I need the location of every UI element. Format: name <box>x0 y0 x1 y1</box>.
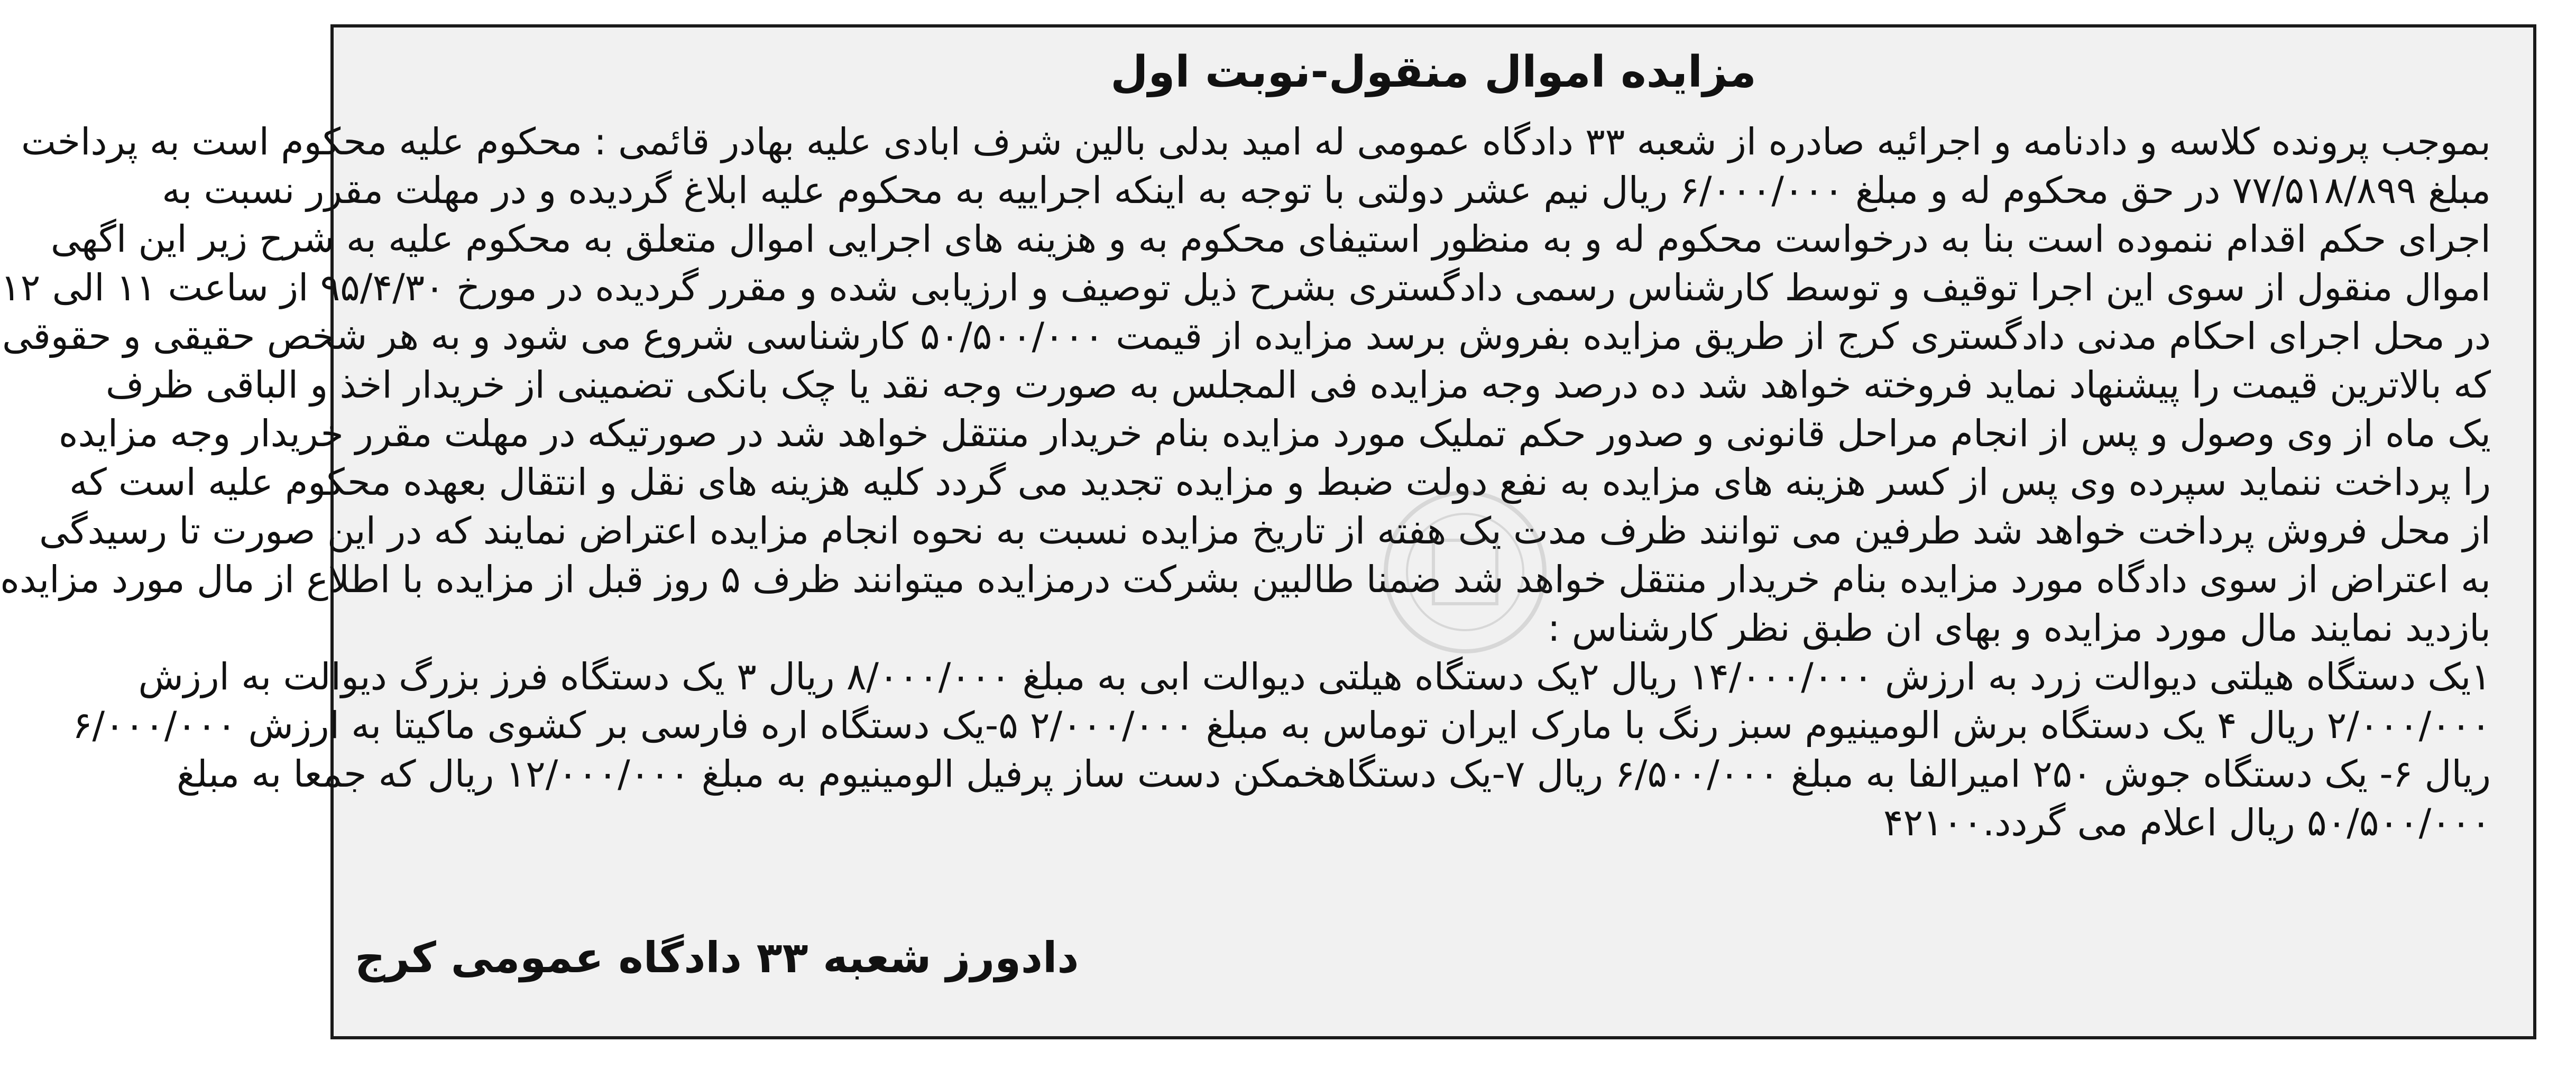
notice-line: ۲/۰۰۰/۰۰۰ ریال ۴ یک دستگاه برش الومینیوم سبز رنگ با مارک ایران توماس به مبلغ ۲/۰۰۰/۰۰۰ ۵-یک دستگاه اره فارسی بر کشوی ماکیتا به ارزش ۶/۰۰۰/۰۰۰ <box>72 704 2491 747</box>
notice-line: اجرای حکم اقدام ننموده است بنا به درخواست محکوم له و به منظور استیفای محکوم به و هزینه های اجرایی اموال متعلق به محکوم علیه به شرح زیر این اگهی <box>50 217 2491 261</box>
notice-line: ۱یک دستگاه هیلتی دیوالت زرد به ارزش ۱۴/۰۰۰/۰۰۰ ریال ۲یک دستگاه هیلتی دیوالت ابی به مبلغ ۸/۰۰۰/۰۰۰ ریال ۳ یک دستگاه فرز بزرگ دیوالت به ارزش <box>138 655 2491 698</box>
notice-line: بموجب پرونده کلاسه و دادنامه و اجرائیه صادره از شعبه ۳۳ دادگاه عمومی له امید بدلی بالین شرف ابادی علیه بهادر قائمی : محکوم علیه محکوم است به پرداخت <box>21 120 2491 163</box>
notice-line: که بالاترین قیمت را پیشنهاد نماید فروخته خواهد شد ده درصد وجه مزایده فی المجلس به صورت وجه نقد یا چک بانکی تضمینی از خریدار اخذ و الباقی ظرف <box>105 363 2491 407</box>
notice-title: مزایده اموال منقول-نوبت اول <box>1110 47 1756 97</box>
notice-line: یک ماه از وی وصول و پس از انجام مراحل قانونی و صدور حکم تملیک مورد مزایده بنام خریدار منتقل خواهد شد در صورتیکه در مهلت مقرر خریدار وجه مزایده <box>58 412 2491 455</box>
notice-line: در محل اجرای احکام مدنی دادگستری کرج از طریق مزایده بفروش برسد مزایده از قیمت ۵۰/۵۰۰/۰۰۰ کارشناسی شروع می شود و به هر شخص حقیقی و حقوقی <box>2 315 2491 358</box>
notice-line: را پرداخت ننماید سپرده وی پس از کسر هزینه های مزایده به نفع دولت ضبط و مزایده تجدید می گردد کلیه هزینه های نقل و انتقال بعهده محکوم علیه است که <box>69 460 2491 504</box>
notice-line: از محل فروش پرداخت خواهد شد طرفین می توانند ظرف مدت یک هفته از تاریخ مزایده نسبت به نحوه انجام مزایده اعتراض نمایند که در این صورت تا رسیدگی <box>39 509 2491 552</box>
notice-frame <box>0 24 2536 1039</box>
notice-signature: دادورز شعبه ۳۳ دادگاه عمومی کرج <box>355 933 1079 982</box>
notice-line: ۵۰/۵۰۰/۰۰۰ ریال اعلام می گردد.۴۲۱۰۰ <box>1883 801 2491 844</box>
notice-line: مبلغ ۷۷/۵۱۸/۸۹۹ در حق محکوم له و مبلغ ۶/۰۰۰/۰۰۰ ریال نیم عشر دولتی با توجه به اینکه اجراییه به محکوم علیه ابلاغ گردیده و در مهلت مقرر نسبت به <box>162 169 2491 212</box>
notice-line: ریال ۶- یک دستگاه جوش ۲۵۰ امیرالفا به مبلغ ۶/۵۰۰/۰۰۰ ریال ۷-یک دستگاهخمکن دست ساز پرفیل الومینیوم به مبلغ ۱۲/۰۰۰/۰۰۰ ریال که جمعا به مبلغ <box>177 752 2491 796</box>
notice-line: به اعتراض از سوی دادگاه مورد مزایده بنام خریدار منتقل خواهد شد ضمنا طالبین بشرکت درمزایده میتوانند ظرف ۵ روز قبل از مزایده با اطلاع از مال مورد مزایده <box>0 558 2491 601</box>
notice-body <box>0 117 2491 847</box>
notice-line: بازدید نمایند مال مورد مزایده و بهای ان طبق نظر کارشناس : <box>1547 606 2491 650</box>
notice-line: اموال منقول از سوی این اجرا توقیف و توسط کارشناس رسمی دادگستری بشرح ذیل توصیف و ارزیابی شده و مقرر گردیده در مورخ ۹۵/۴/۳۰ از ساعت ۱۱ الی ۱۲ <box>1 266 2491 309</box>
